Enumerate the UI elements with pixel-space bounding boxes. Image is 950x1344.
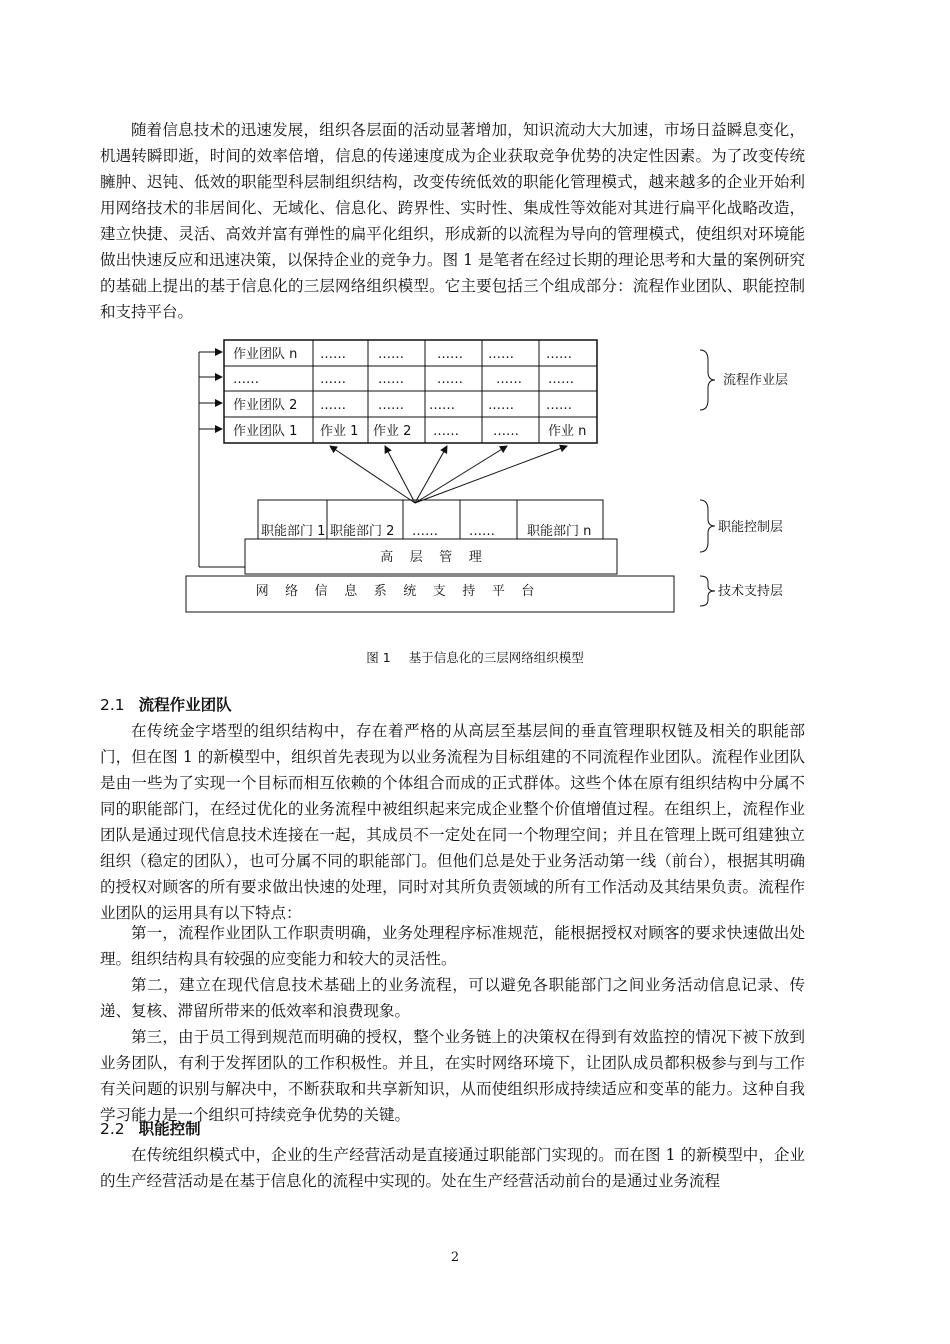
team-cell: …… bbox=[320, 398, 346, 413]
team-row-label: 作业团队 2 bbox=[233, 398, 298, 413]
layer-label-tech: 技术支持层 bbox=[718, 584, 784, 599]
layer-label-process: 流程作业层 bbox=[723, 373, 789, 388]
section-heading-2-2 bbox=[100, 1116, 201, 1142]
team-cell: …… bbox=[548, 372, 574, 387]
layer-label-control: 职能控制层 bbox=[718, 520, 784, 535]
task-label: 作业 n bbox=[548, 424, 587, 439]
body-paragraph: 在传统金字塔型的组织结构中，存在着严格的从高层至基层间的垂直管理职权链及相关的职能部门，但在图 1 的新模型中，组织首先表现为以业务流程为目标组建的不同流程作业团队。流程作业团队是由一些为了实现一个目标而相互依赖的个体组合而成的正式群体。这些个体在原有组织结构中分属不同的职能部门，在经过优化的业务流程中被组织起来完成企业整个价值增值过程。在组织上，流程作业团队是通过现代信息技术连接在一起，其成员不一定处在同一个物理空间；并且在管理上既可组建独立组织（稳定的团队），也可分属不同的职能部门。但他们总是处于业务活动第一线（前台），根据其明确的授权对顾客的所有要求做出快速的处理，同时对其所负责领域的所有工作活动及其结果负责。流程作业团队的运用具有以下特点： bbox=[100, 722, 805, 922]
body-paragraph: 第一，流程作业团队工作职责明确，业务处理程序标准规范，能根据授权对顾客的要求快速做出处理。组织结构具有较强的应变能力和较大的灵活性。 bbox=[100, 924, 805, 968]
team-cell: …… bbox=[488, 398, 514, 413]
section-number: 2.1 bbox=[100, 696, 125, 714]
support-platform-label: 网 络 信 息 系 统 支 持 平 台 bbox=[255, 584, 535, 599]
task-label: …… bbox=[493, 424, 519, 439]
section-heading-2-1 bbox=[100, 692, 232, 718]
figure-caption-text: 基于信息化的三层网络组织模型 bbox=[408, 650, 584, 665]
body-paragraph: 在传统组织模式中，企业的生产经营活动是直接通过职能部门实现的。而在图 1 的新模型中，企业的生产经营活动是在基于信息化的流程中实现的。处在生产经营活动前台的是通过业务流程 bbox=[100, 1146, 805, 1190]
team-cell: …… bbox=[320, 372, 346, 387]
team-cell: …… bbox=[429, 398, 455, 413]
department-label: 职能部门 1 bbox=[261, 524, 326, 539]
team-cell: …… bbox=[378, 398, 404, 413]
team-cell: …… bbox=[320, 347, 346, 362]
team-row-label: …… bbox=[233, 372, 259, 387]
department-label: 职能部门 2 bbox=[330, 524, 395, 539]
figure-number: 图 1 bbox=[366, 650, 391, 665]
department-label: …… bbox=[412, 524, 438, 539]
control-to-task-arrows bbox=[330, 446, 567, 503]
section-number: 2.2 bbox=[100, 1120, 125, 1138]
body-paragraph: 第三，由于员工得到规范而明确的授权，整个业务链上的决策权在得到有效监控的情况下被下放到业务团队，有利于发挥团队的工作积极性。并且，在实时网络环境下，让团队成员都积极参与到与工作有关问题的识别与解决中，不断获取和共享新知识，从而使组织形成持续适应和变革的能力。这种自我学习能力是一个组织可持续竞争优势的关键。 bbox=[100, 1028, 805, 1124]
task-label: 作业 1 bbox=[320, 424, 359, 439]
page-number: 2 bbox=[450, 1250, 460, 1265]
department-label: 职能部门 n bbox=[527, 524, 592, 539]
team-cell: …… bbox=[378, 372, 404, 387]
department-label: …… bbox=[469, 524, 495, 539]
team-cell: …… bbox=[437, 372, 463, 387]
team-cell: …… bbox=[546, 398, 572, 413]
team-row-label: 作业团队 1 bbox=[233, 424, 298, 439]
team-cell: …… bbox=[546, 347, 572, 362]
senior-management-label: 高 层 管 理 bbox=[380, 550, 482, 565]
three-layer-model-figure bbox=[0, 0, 950, 640]
team-cell: …… bbox=[437, 347, 463, 362]
intro-paragraph: 随着信息技术的迅速发展，组织各层面的活动显著增加，知识流动大大加速，市场日益瞬息变化，机遇转瞬即逝，时间的效率倍增，信息的传递速度成为企业获取竞争优势的决定性因素。为了改变传统臃肿、迟钝、低效的职能型科层制组织结构，改变传统低效的职能化管理模式，越来越多的企业开始利用网络技术的非居间化、无域化、信息化、跨界性、实时性、集成性等效能对其进行扁平化战略改造，建立快捷、灵活、高效并富有弹性的扁平化组织，形成新的以流程为导向的管理模式，使组织对环境能做出快速反应和迅速决策，以保持企业的竞争力。图 1 是笔者在经过长期的理论思考和大量的案例研究的基础上提出的基于信息化的三层网络组织模型。它主要包括三个组成部分：流程作业团队、职能控制和支持平台。 bbox=[100, 121, 805, 321]
figure-caption bbox=[0, 648, 950, 666]
body-paragraph: 第二，建立在现代信息技术基础上的业务流程，可以避免各职能部门之间业务活动信息记录、传递、复核、滞留所带来的低效率和浪费现象。 bbox=[100, 976, 805, 1020]
section-title: 职能控制 bbox=[138, 1120, 201, 1138]
section-title: 流程作业团队 bbox=[138, 696, 232, 714]
task-label: 作业 2 bbox=[373, 424, 412, 439]
team-cell: …… bbox=[378, 347, 404, 362]
layer-braces bbox=[700, 350, 715, 606]
task-label: …… bbox=[433, 424, 459, 439]
team-cell: …… bbox=[496, 372, 522, 387]
team-cell: …… bbox=[488, 347, 514, 362]
team-row-label: 作业团队 n bbox=[233, 347, 298, 362]
